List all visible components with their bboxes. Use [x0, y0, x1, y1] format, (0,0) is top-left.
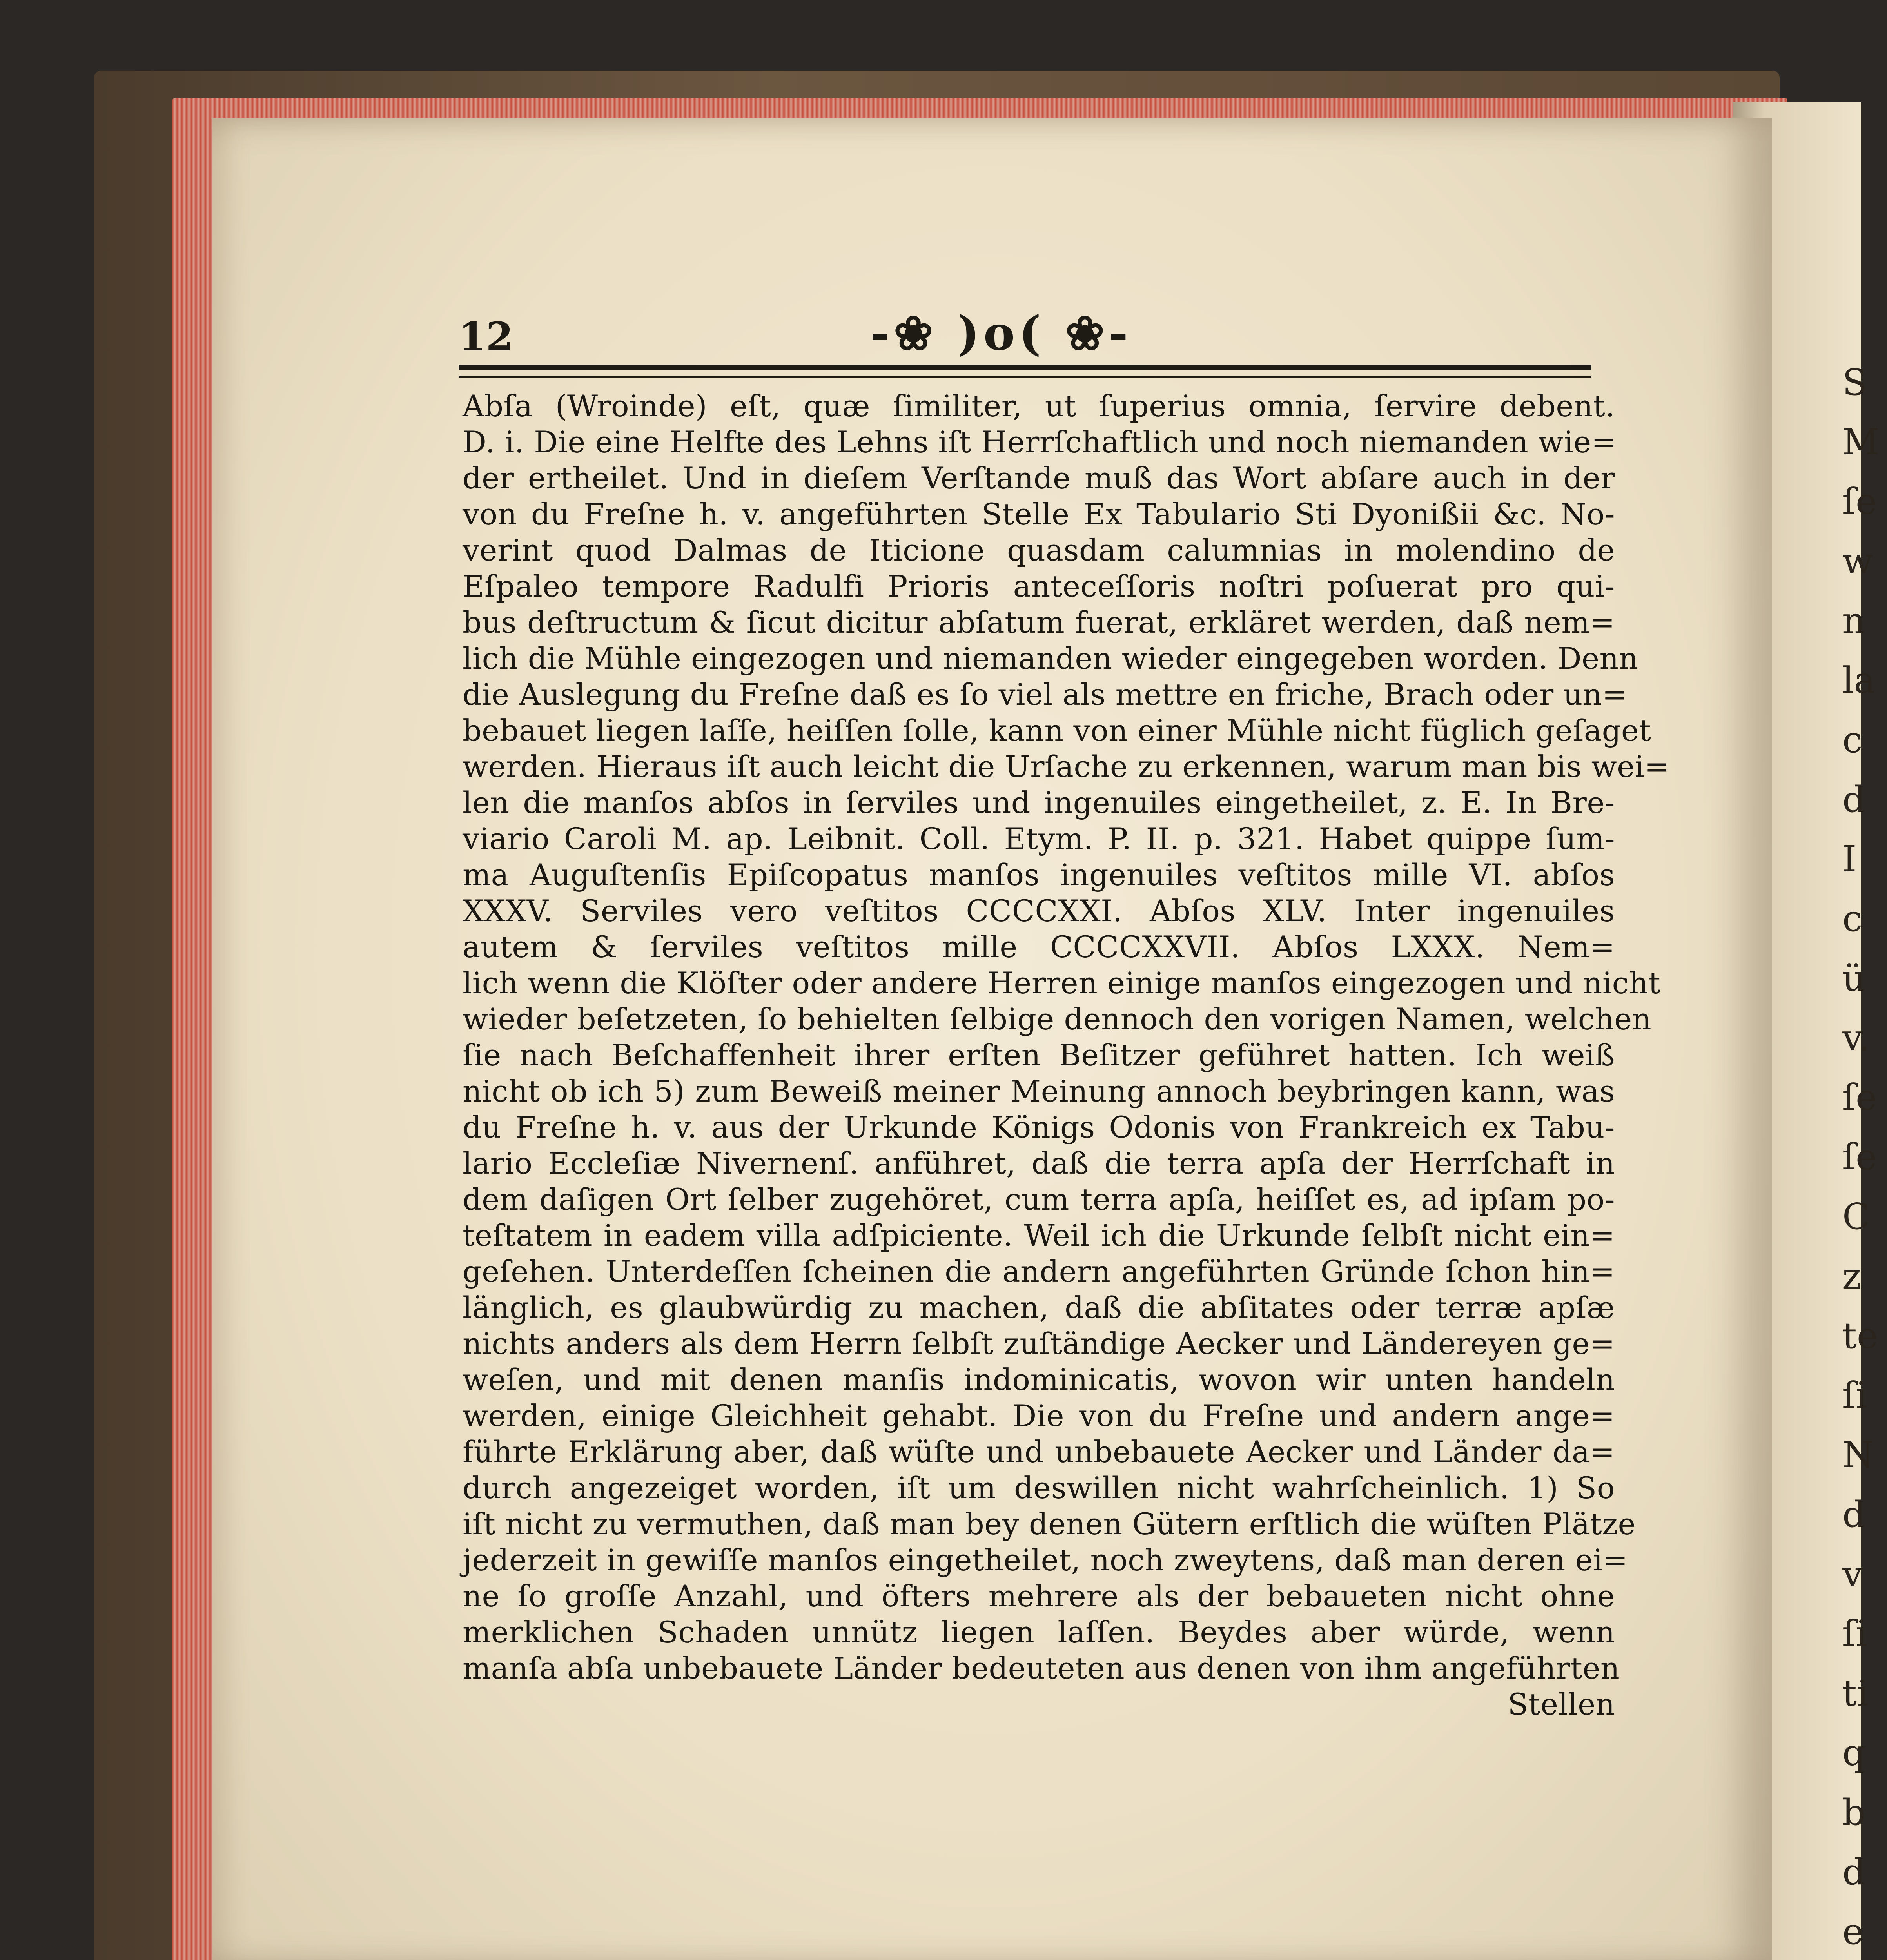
- header-ornament: -❀ )o( ❀-: [870, 306, 1132, 361]
- text-line: länglich, es glaubwürdig zu machen, daß die abſitates oder terræ apſæ: [463, 1290, 1615, 1325]
- text-line: viario Caroli M. ap. Leibnit. Coll. Etym. P. II. p. 321. Habet quippe ſum-: [463, 821, 1615, 856]
- facing-page-text: [1842, 353, 1880, 1960]
- facing-fragment: c: [1842, 898, 1863, 940]
- text-line: werden, einige Gleichheit gehabt. Die von du Freſne und andern ange=: [463, 1398, 1615, 1433]
- facing-fragment: ſe: [1842, 481, 1877, 523]
- facing-fragment: I: [1842, 838, 1857, 880]
- text-line: ne ſo groſſe Anzahl, und öfters mehrere als der bebaueten nicht ohne: [463, 1579, 1615, 1613]
- page-number: 12: [459, 314, 513, 360]
- text-line: Abſa (Wroinde) eſt, quæ ſimiliter, ut ſuperius omnia, ſervire debent.: [463, 388, 1615, 423]
- text-line: ma Auguſtenſis Epiſcopatus manſos ingenuiles veſtitos mille VI. abſos: [463, 857, 1615, 892]
- facing-fragment: d: [1842, 1851, 1865, 1893]
- catchword: Stellen: [1508, 1687, 1615, 1722]
- text-line: iſt nicht zu vermuthen, daß man bey denen Gütern erſtlich die wüſten Plätze: [463, 1506, 1636, 1541]
- body-text: [463, 388, 1670, 1722]
- facing-fragment: d: [1842, 1494, 1865, 1535]
- facing-fragment: N: [1842, 1434, 1874, 1476]
- text-line: nichts anders als dem Herrn ſelbſt zuſtändige Aecker und Ländereyen ge=: [463, 1326, 1615, 1361]
- text-line: lario Eccleſiæ Nivernenſ. anführet, daß die terra apſa der Herrſchaft in: [463, 1146, 1615, 1181]
- facing-fragment: C: [1842, 1196, 1870, 1238]
- facing-fragment: v: [1842, 1553, 1863, 1595]
- text-line: verint quod Dalmas de Iticione quasdam calumnias in molendino de: [463, 533, 1615, 568]
- facing-fragment: n: [1842, 600, 1866, 642]
- text-line: XXXV. Serviles vero veſtitos CCCCXXI. Abſos XLV. Inter ingenuiles: [463, 893, 1615, 928]
- text-line: bus deſtructum & ſicut dicitur abſatum fuerat, erkläret werden, daß nem=: [463, 605, 1615, 640]
- text-line: du Freſne h. v. aus der Urkunde Königs Odonis von Frankreich ex Tabu-: [463, 1110, 1615, 1145]
- facing-fragment: ſe: [1842, 1076, 1877, 1118]
- text-line: merklichen Schaden unnütz liegen laſſen. Beydes aber würde, wenn: [463, 1615, 1615, 1650]
- facing-fragment: ſi: [1842, 1374, 1867, 1416]
- facing-fragment: b: [1842, 1791, 1865, 1833]
- facing-fragment: c: [1842, 719, 1863, 761]
- facing-fragment: ti: [1842, 1672, 1869, 1714]
- facing-fragment: la: [1842, 659, 1876, 701]
- text-line: durch angezeiget worden, iſt um deswillen nicht wahrſcheinlich. 1) So: [463, 1470, 1615, 1505]
- header-rule: [459, 365, 1591, 378]
- facing-fragment: v.: [1842, 1017, 1870, 1059]
- facing-fragment: d: [1842, 779, 1865, 820]
- text-line: führte Erklärung aber, daß wüſte und unbebauete Aecker und Länder da=: [463, 1434, 1615, 1469]
- text-line: lich die Mühle eingezogen und niemanden wieder eingegeben worden. Denn: [463, 641, 1638, 676]
- text-line: bebauet liegen laſſe, heiſſen ſolle, kann von einer Mühle nicht füglich geſaget: [463, 713, 1651, 748]
- text-line: die Auslegung du Freſne daß es ſo viel als mettre en friche, Brach oder un=: [463, 677, 1628, 712]
- text-line: weſen, und mit denen manſis indominicatis, wovon wir unten handeln: [463, 1362, 1615, 1397]
- text-line: lich wenn die Klöſter oder andere Herren einige manſos eingezogen und nicht: [463, 965, 1661, 1000]
- facing-fragment: e: [1842, 1911, 1864, 1953]
- text-line: dem daſigen Ort ſelber zugehöret, cum terra apſa, heiſſet es, ad ipſam po-: [463, 1182, 1615, 1217]
- text-line: der ertheilet. Und in dieſem Verſtande muß das Wort abſare auch in der: [463, 461, 1615, 495]
- facing-fragment: M: [1842, 421, 1880, 463]
- text-line: manſa abſa unbebauete Länder bedeuteten aus denen von ihm angeführten: [463, 1651, 1620, 1686]
- facing-fragment: z: [1842, 1255, 1862, 1297]
- text-line: geſehen. Unterdeſſen ſcheinen die andern angeführten Gründe ſchon hin=: [463, 1254, 1615, 1289]
- text-line: von du Freſne h. v. angeführten Stelle Ex Tabulario Sti Dyonißii &c. No-: [463, 497, 1615, 532]
- facing-fragment: ſe: [1842, 1136, 1877, 1178]
- facing-fragment: w: [1842, 540, 1873, 582]
- text-line: len die manſos abſos in ſerviles und ingenuiles eingetheilet, z. E. In Bre-: [463, 785, 1615, 820]
- text-line: teſtatem in eadem villa adſpiciente. Weil ich die Urkunde ſelbſt nicht ein=: [463, 1218, 1615, 1253]
- facing-fragment: ſi: [1842, 1613, 1867, 1655]
- text-line: nicht ob ich 5) zum Beweiß meiner Meinung annoch beybringen kann, was: [463, 1074, 1615, 1109]
- text-line: D. i. Die eine Helfte des Lehns iſt Herrſchaftlich und noch niemanden wie=: [463, 425, 1617, 459]
- text-line: wieder beſetzeten, ſo behielten ſelbige dennoch den vorigen Namen, welchen: [463, 1002, 1652, 1036]
- text-line: werden. Hieraus iſt auch leicht die Urſache zu erkennen, warum man bis wei=: [463, 749, 1670, 784]
- facing-fragment: q: [1842, 1732, 1865, 1774]
- text-line: autem & ſerviles veſtitos mille CCCCXXVII. Abſos LXXX. Nem=: [463, 929, 1615, 964]
- facing-fragment: ü: [1842, 957, 1866, 999]
- facing-fragment: te: [1842, 1315, 1878, 1357]
- facing-fragment: S: [1842, 361, 1867, 403]
- text-line: ſie nach Beſchaffenheit ihrer erſten Beſitzer geführet hatten. Ich weiß: [463, 1038, 1615, 1073]
- text-line: jederzeit in gewiſſe manſos eingetheilet, noch zweytens, daß man deren ei=: [463, 1543, 1628, 1577]
- page-header: [459, 306, 1591, 372]
- text-line: Eſpaleo tempore Radulfi Prioris anteceſſoris noſtri poſuerat pro qui-: [463, 569, 1615, 604]
